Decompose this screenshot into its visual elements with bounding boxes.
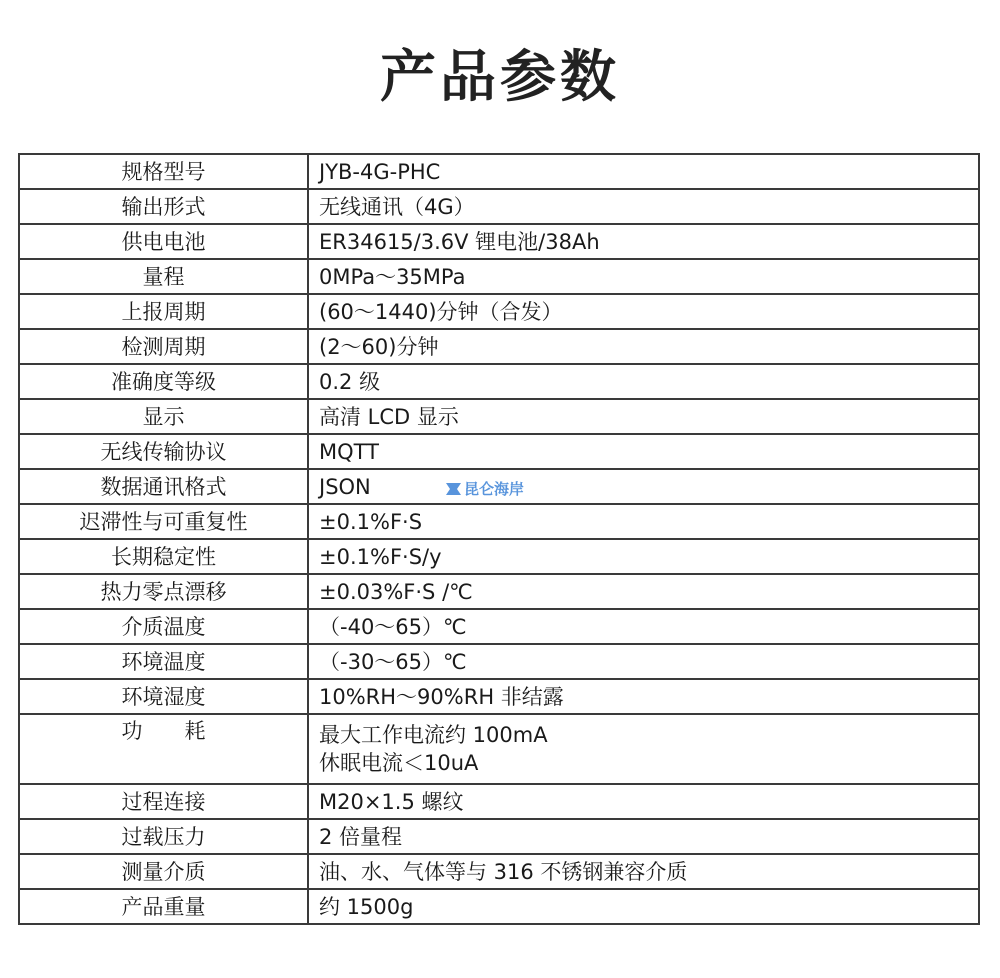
spec-value: JYB-4G-PHC: [308, 154, 979, 189]
table-row: [19, 784, 979, 819]
spec-value: 10%RH～90%RH 非结露: [308, 679, 979, 714]
spec-label: 供电电池: [19, 224, 308, 259]
spec-label: 上报周期: [19, 294, 308, 329]
spec-value: ER34615/3.6V 锂电池/38Ah: [308, 224, 979, 259]
spec-value: 油、水、气体等与 316 不锈钢兼容介质: [308, 854, 979, 889]
table-row: [19, 714, 979, 784]
spec-value: 高清 LCD 显示: [308, 399, 979, 434]
spec-value: MQTT: [308, 434, 979, 469]
spec-value: 约 1500g: [308, 889, 979, 924]
spec-label: 检测周期: [19, 329, 308, 364]
spec-value: 0.2 级: [308, 364, 979, 399]
table-row: [19, 854, 979, 889]
watermark-text: 昆仑海岸: [464, 480, 525, 498]
table-row: [19, 329, 979, 364]
spec-label: 规格型号: [19, 154, 308, 189]
table-row: [19, 889, 979, 924]
spec-label: 测量介质: [19, 854, 308, 889]
table-row: [19, 364, 979, 399]
spec-value: 2 倍量程: [308, 819, 979, 854]
spec-label: 迟滞性与可重复性: [19, 504, 308, 539]
spec-value: (2～60)分钟: [308, 329, 979, 364]
table-row: [19, 679, 979, 714]
spec-label: 热力零点漂移: [19, 574, 308, 609]
spec-label: 输出形式: [19, 189, 308, 224]
spec-value: (60～1440)分钟（合发）: [308, 294, 979, 329]
spec-value: （-30～65）℃: [308, 644, 979, 679]
spec-label: 无线传输协议: [19, 434, 308, 469]
spec-label: 环境湿度: [19, 679, 308, 714]
table-row: [19, 434, 979, 469]
spec-label: 长期稳定性: [19, 539, 308, 574]
table-row: [19, 644, 979, 679]
spec-label: 环境温度: [19, 644, 308, 679]
spec-value: 无线通讯（4G）: [308, 189, 979, 224]
spec-value-line: 休眠电流＜10uA: [319, 751, 479, 775]
spec-value: [308, 714, 979, 784]
table-row: [19, 609, 979, 644]
spec-value: M20×1.5 螺纹: [308, 784, 979, 819]
table-row: [19, 399, 979, 434]
spec-label: 介质温度: [19, 609, 308, 644]
spec-value-line: 最大工作电流约 100mA: [319, 723, 548, 747]
table-row: [19, 574, 979, 609]
table-row: [19, 189, 979, 224]
spec-label: 功 耗: [19, 714, 308, 784]
spec-value: ±0.1%F·S: [308, 504, 979, 539]
logo-icon: [444, 482, 462, 496]
spec-label: 产品重量: [19, 889, 308, 924]
table-row: [19, 819, 979, 854]
spec-value: ±0.03%F·S /℃: [308, 574, 979, 609]
spec-label: 数据通讯格式: [19, 469, 308, 504]
table-row: [19, 504, 979, 539]
spec-label: 准确度等级: [19, 364, 308, 399]
spec-value: JSON: [308, 469, 979, 504]
page-title: 产品参数: [380, 45, 620, 110]
watermark-logo: [444, 478, 524, 499]
spec-value: ±0.1%F·S/y: [308, 539, 979, 574]
table-row: [19, 259, 979, 294]
spec-label: 量程: [19, 259, 308, 294]
spec-table: [18, 153, 980, 925]
spec-label: 显示: [19, 399, 308, 434]
table-row: [19, 539, 979, 574]
table-row: [19, 294, 979, 329]
spec-label: 过程连接: [19, 784, 308, 819]
spec-label: 过载压力: [19, 819, 308, 854]
spec-value: 0MPa～35MPa: [308, 259, 979, 294]
spec-value: （-40～65）℃: [308, 609, 979, 644]
table-row: [19, 224, 979, 259]
table-row: [19, 154, 979, 189]
